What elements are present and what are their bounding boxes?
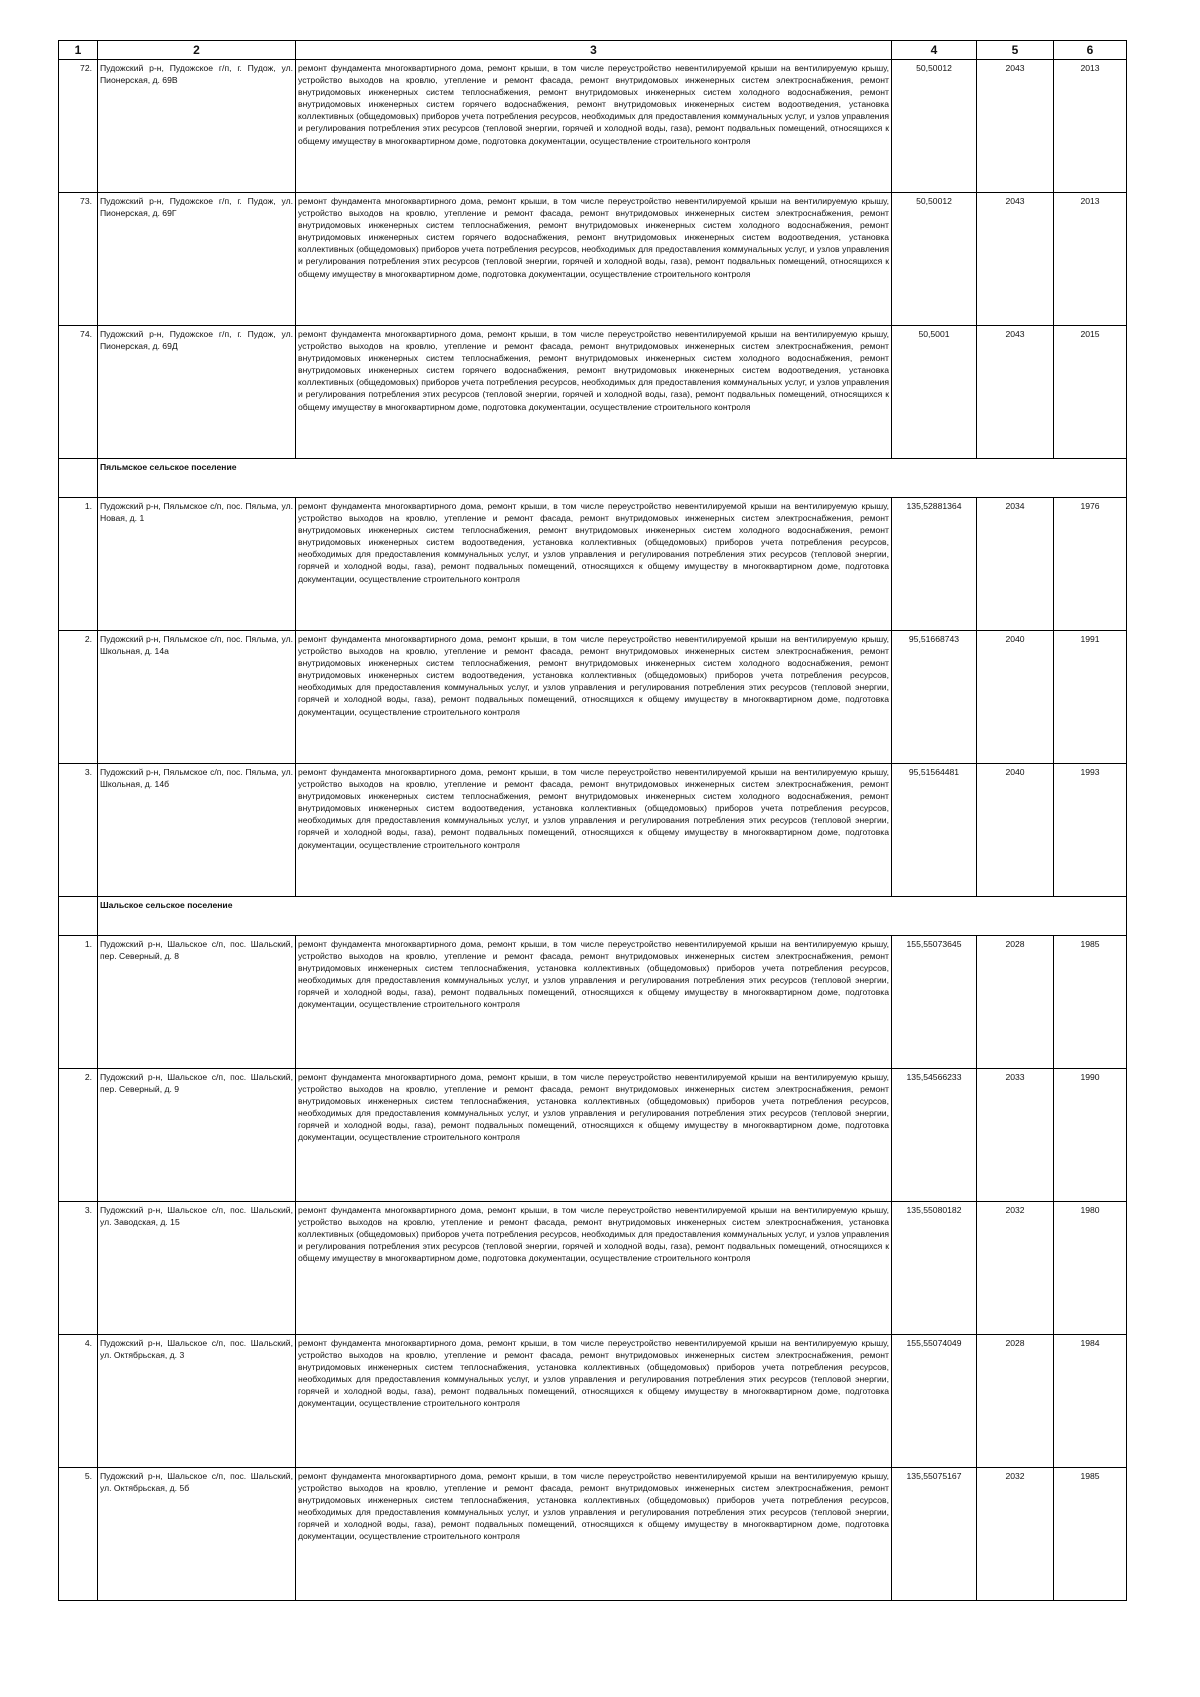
header-row: [59, 41, 1127, 60]
row-number: 3.: [59, 764, 98, 897]
works-cell: ремонт фундамента многоквартирного дома, ремонт крыши, в том числе переустройство невентилируемой крыши на вентилируемую крышу, устройство выходов на кровлю, утепление и ремонт фасада, ремонт внутридомовых инженерных систем электроснабжения, ремонт внутридомовых инженерных систем теплоснабжения, ремонт внутридомовых инженерных систем холодного водоснабжения, ремонт внутридомовых инженерных систем водоотведения, установка коллективных (общедомовых) приборов учета потребления ресурсов, необходимых для предоставления коммунальных услуг, и узлов управления и регулирования потребления этих ресурсов (тепловой энергии, горячей и холодной воды, газа), ремонт подвальных помещений, относящихся к общему имуществу в многоквартирном доме, подготовка документации, осуществление строительного контроля: [296, 631, 892, 764]
row-number: 5.: [59, 1468, 98, 1601]
cost-cell: 50,5001: [892, 326, 977, 459]
table-row: [59, 631, 1127, 764]
cost-cell: 50,50012: [892, 60, 977, 193]
table-row: [59, 764, 1127, 897]
last-repair-year-cell: 1990: [1054, 1069, 1127, 1202]
row-number: 1.: [59, 498, 98, 631]
cost-cell: 50,50012: [892, 193, 977, 326]
address-cell: Пудожский р-н, Пудожское г/п, г. Пудож, ул. Пионерская, д. 69Д: [98, 326, 296, 459]
column-header: 4: [892, 41, 977, 60]
cost-cell: 135,52881364: [892, 498, 977, 631]
last-repair-year-cell: 1985: [1054, 1468, 1127, 1601]
column-header: 1: [59, 41, 98, 60]
address-cell: Пудожский р-н, Шальское с/п, пос. Шальский, пер. Северный, д. 8: [98, 936, 296, 1069]
column-header: 2: [98, 41, 296, 60]
address-cell: Пудожский р-н, Пудожское г/п, г. Пудож, ул. Пионерская, д. 69Г: [98, 193, 296, 326]
last-repair-year-cell: 1980: [1054, 1202, 1127, 1335]
table-row: [59, 1202, 1127, 1335]
last-repair-year-cell: 1991: [1054, 631, 1127, 764]
works-cell: ремонт фундамента многоквартирного дома, ремонт крыши, в том числе переустройство невентилируемой крыши на вентилируемую крышу, устройство выходов на кровлю, утепление и ремонт фасада, ремонт внутридомовых инженерных систем электроснабжения, ремонт внутридомовых инженерных систем теплоснабжения, установка коллективных (общедомовых) приборов учета потребления ресурсов, необходимых для предоставления коммунальных услуг, и узлов управления и регулирования потребления этих ресурсов (тепловой энергии, горячей и холодной воды, газа), ремонт подвальных помещений, относящихся к общему имуществу в многоквартирном доме, подготовка документации, осуществление строительного контроля: [296, 1468, 892, 1601]
column-header: 5: [977, 41, 1054, 60]
planned-year-cell: 2028: [977, 1335, 1054, 1468]
works-cell: ремонт фундамента многоквартирного дома, ремонт крыши, в том числе переустройство невентилируемой крыши на вентилируемую крышу, устройство выходов на кровлю, утепление и ремонт фасада, ремонт внутридомовых инженерных систем электроснабжения, ремонт внутридомовых инженерных систем теплоснабжения, ремонт внутридомовых инженерных систем холодного водоснабжения, ремонт внутридомовых инженерных систем горячего водоснабжения, ремонт внутридомовых инженерных систем водоотведения, установка коллективных (общедомовых) приборов учета потребления ресурсов, необходимых для предоставления коммунальных услуг, и узлов управления и регулирования потребления этих ресурсов (тепловой энергии, горячей и холодной воды, газа), ремонт подвальных помещений, относящихся к общему имуществу в многоквартирном доме, подготовка документации, осуществление строительного контроля: [296, 326, 892, 459]
row-number: 3.: [59, 1202, 98, 1335]
address-cell: Пудожский р-н, Пудожское г/п, г. Пудож, ул. Пионерская, д. 69В: [98, 60, 296, 193]
last-repair-year-cell: 2013: [1054, 193, 1127, 326]
planned-year-cell: 2043: [977, 326, 1054, 459]
planned-year-cell: 2040: [977, 631, 1054, 764]
planned-year-cell: 2040: [977, 764, 1054, 897]
planned-year-cell: 2028: [977, 936, 1054, 1069]
works-cell: ремонт фундамента многоквартирного дома, ремонт крыши, в том числе переустройство невентилируемой крыши на вентилируемую крышу, устройство выходов на кровлю, утепление и ремонт фасада, ремонт внутридомовых инженерных систем электроснабжения, установка коллективных (общедомовых) приборов учета потребления ресурсов, необходимых для предоставления коммунальных услуг, и узлов управления и регулирования потребления этих ресурсов (тепловой энергии, горячей и холодной воды, газа), ремонт подвальных помещений, относящихся к общему имуществу в многоквартирном доме, подготовка документации, осуществление строительного контроля: [296, 1202, 892, 1335]
section-row: [59, 459, 1127, 498]
last-repair-year-cell: 1993: [1054, 764, 1127, 897]
works-cell: ремонт фундамента многоквартирного дома, ремонт крыши, в том числе переустройство невентилируемой крыши на вентилируемую крышу, устройство выходов на кровлю, утепление и ремонт фасада, ремонт внутридомовых инженерных систем электроснабжения, ремонт внутридомовых инженерных систем теплоснабжения, ремонт внутридомовых инженерных систем холодного водоснабжения, ремонт внутридомовых инженерных систем водоотведения, установка коллективных (общедомовых) приборов учета потребления ресурсов, необходимых для предоставления коммунальных услуг, и узлов управления и регулирования потребления этих ресурсов (тепловой энергии, горячей и холодной воды, газа), ремонт подвальных помещений, относящихся к общему имуществу в многоквартирном доме, подготовка документации, осуществление строительного контроля: [296, 764, 892, 897]
cost-cell: 135,54566233: [892, 1069, 977, 1202]
works-cell: ремонт фундамента многоквартирного дома, ремонт крыши, в том числе переустройство невентилируемой крыши на вентилируемую крышу, устройство выходов на кровлю, утепление и ремонт фасада, ремонт внутридомовых инженерных систем электроснабжения, ремонт внутридомовых инженерных систем теплоснабжения, ремонт внутридомовых инженерных систем холодного водоснабжения, ремонт внутридомовых инженерных систем горячего водоснабжения, ремонт внутридомовых инженерных систем водоотведения, установка коллективных (общедомовых) приборов учета потребления ресурсов, необходимых для предоставления коммунальных услуг, и узлов управления и регулирования потребления этих ресурсов (тепловой энергии, горячей и холодной воды, газа), ремонт подвальных помещений, относящихся к общему имуществу в многоквартирном доме, подготовка документации, осуществление строительного контроля: [296, 60, 892, 193]
row-number: 2.: [59, 631, 98, 764]
planned-year-cell: 2034: [977, 498, 1054, 631]
works-cell: ремонт фундамента многоквартирного дома, ремонт крыши, в том числе переустройство невентилируемой крыши на вентилируемую крышу, устройство выходов на кровлю, утепление и ремонт фасада, ремонт внутридомовых инженерных систем электроснабжения, ремонт внутридомовых инженерных систем теплоснабжения, ремонт внутридомовых инженерных систем холодного водоснабжения, ремонт внутридомовых инженерных систем водоотведения, установка коллективных (общедомовых) приборов учета потребления ресурсов, необходимых для предоставления коммунальных услуг, и узлов управления и регулирования потребления этих ресурсов (тепловой энергии, горячей и холодной воды, газа), ремонт подвальных помещений, относящихся к общему имуществу в многоквартирном доме, подготовка документации, осуществление строительного контроля: [296, 498, 892, 631]
address-cell: Пудожский р-н, Пяльмское с/п, пос. Пяльма, ул. Школьная, д. 14б: [98, 764, 296, 897]
row-number: 72.: [59, 60, 98, 193]
planned-year-cell: 2032: [977, 1202, 1054, 1335]
row-number: 73.: [59, 193, 98, 326]
planned-year-cell: 2032: [977, 1468, 1054, 1601]
table-row: [59, 1335, 1127, 1468]
last-repair-year-cell: 1985: [1054, 936, 1127, 1069]
address-cell: Пудожский р-н, Шальское с/п, пос. Шальский, пер. Северный, д. 9: [98, 1069, 296, 1202]
cost-cell: 95,51668743: [892, 631, 977, 764]
section-row: [59, 897, 1127, 936]
section-title: Пяльмское сельское поселение: [98, 459, 1127, 498]
cost-cell: 135,55075167: [892, 1468, 977, 1601]
column-header: 6: [1054, 41, 1127, 60]
last-repair-year-cell: 1976: [1054, 498, 1127, 631]
planned-year-cell: 2043: [977, 193, 1054, 326]
works-cell: ремонт фундамента многоквартирного дома, ремонт крыши, в том числе переустройство невентилируемой крыши на вентилируемую крышу, устройство выходов на кровлю, утепление и ремонт фасада, ремонт внутридомовых инженерных систем электроснабжения, ремонт внутридомовых инженерных систем теплоснабжения, ремонт внутридомовых инженерных систем холодного водоснабжения, ремонт внутридомовых инженерных систем горячего водоснабжения, ремонт внутридомовых инженерных систем водоотведения, установка коллективных (общедомовых) приборов учета потребления ресурсов, необходимых для предоставления коммунальных услуг, и узлов управления и регулирования потребления этих ресурсов (тепловой энергии, горячей и холодной воды, газа), ремонт подвальных помещений, относящихся к общему имуществу в многоквартирном доме, подготовка документации, осуществление строительного контроля: [296, 193, 892, 326]
row-number: 74.: [59, 326, 98, 459]
row-number: 1.: [59, 936, 98, 1069]
table-row: [59, 193, 1127, 326]
address-cell: Пудожский р-н, Шальское с/п, пос. Шальский, ул. Заводская, д. 15: [98, 1202, 296, 1335]
last-repair-year-cell: 2013: [1054, 60, 1127, 193]
last-repair-year-cell: 2015: [1054, 326, 1127, 459]
works-cell: ремонт фундамента многоквартирного дома, ремонт крыши, в том числе переустройство невентилируемой крыши на вентилируемую крышу, устройство выходов на кровлю, утепление и ремонт фасада, ремонт внутридомовых инженерных систем электроснабжения, ремонт внутридомовых инженерных систем теплоснабжения, установка коллективных (общедомовых) приборов учета потребления ресурсов, необходимых для предоставления коммунальных услуг, и узлов управления и регулирования потребления этих ресурсов (тепловой энергии, горячей и холодной воды, газа), ремонт подвальных помещений, относящихся к общему имуществу в многоквартирном доме, подготовка документации, осуществление строительного контроля: [296, 936, 892, 1069]
last-repair-year-cell: 1984: [1054, 1335, 1127, 1468]
address-cell: Пудожский р-н, Шальское с/п, пос. Шальский, ул. Октябрьская, д. 5б: [98, 1468, 296, 1601]
table-row: [59, 498, 1127, 631]
address-cell: Пудожский р-н, Пяльмское с/п, пос. Пяльма, ул. Новая, д. 1: [98, 498, 296, 631]
cost-cell: 95,51564481: [892, 764, 977, 897]
planned-year-cell: 2033: [977, 1069, 1054, 1202]
row-number: 2.: [59, 1069, 98, 1202]
works-cell: ремонт фундамента многоквартирного дома, ремонт крыши, в том числе переустройство невентилируемой крыши на вентилируемую крышу, устройство выходов на кровлю, утепление и ремонт фасада, ремонт внутридомовых инженерных систем электроснабжения, ремонт внутридомовых инженерных систем теплоснабжения, установка коллективных (общедомовых) приборов учета потребления ресурсов, необходимых для предоставления коммунальных услуг, и узлов управления и регулирования потребления этих ресурсов (тепловой энергии, горячей и холодной воды, газа), ремонт подвальных помещений, относящихся к общему имуществу в многоквартирном доме, подготовка документации, осуществление строительного контроля: [296, 1335, 892, 1468]
table-row: [59, 936, 1127, 1069]
table-row: [59, 326, 1127, 459]
works-cell: ремонт фундамента многоквартирного дома, ремонт крыши, в том числе переустройство невентилируемой крыши на вентилируемую крышу, устройство выходов на кровлю, утепление и ремонт фасада, ремонт внутридомовых инженерных систем электроснабжения, ремонт внутридомовых инженерных систем теплоснабжения, установка коллективных (общедомовых) приборов учета потребления ресурсов, необходимых для предоставления коммунальных услуг, и узлов управления и регулирования потребления этих ресурсов (тепловой энергии, горячей и холодной воды, газа), ремонт подвальных помещений, относящихся к общему имуществу в многоквартирном доме, подготовка документации, осуществление строительного контроля: [296, 1069, 892, 1202]
address-cell: Пудожский р-н, Пяльмское с/п, пос. Пяльма, ул. Школьная, д. 14а: [98, 631, 296, 764]
table-row: [59, 1069, 1127, 1202]
table-body: [59, 41, 1127, 1601]
table-row: [59, 1468, 1127, 1601]
planned-year-cell: 2043: [977, 60, 1054, 193]
column-header: 3: [296, 41, 892, 60]
section-spacer: [59, 459, 98, 498]
section-spacer: [59, 897, 98, 936]
cost-cell: 135,55080182: [892, 1202, 977, 1335]
cost-cell: 155,55073645: [892, 936, 977, 1069]
table-row: [59, 60, 1127, 193]
capital-repair-table: [58, 40, 1127, 1601]
section-title: Шальское сельское поселение: [98, 897, 1127, 936]
address-cell: Пудожский р-н, Шальское с/п, пос. Шальский, ул. Октябрьская, д. 3: [98, 1335, 296, 1468]
cost-cell: 155,55074049: [892, 1335, 977, 1468]
row-number: 4.: [59, 1335, 98, 1468]
